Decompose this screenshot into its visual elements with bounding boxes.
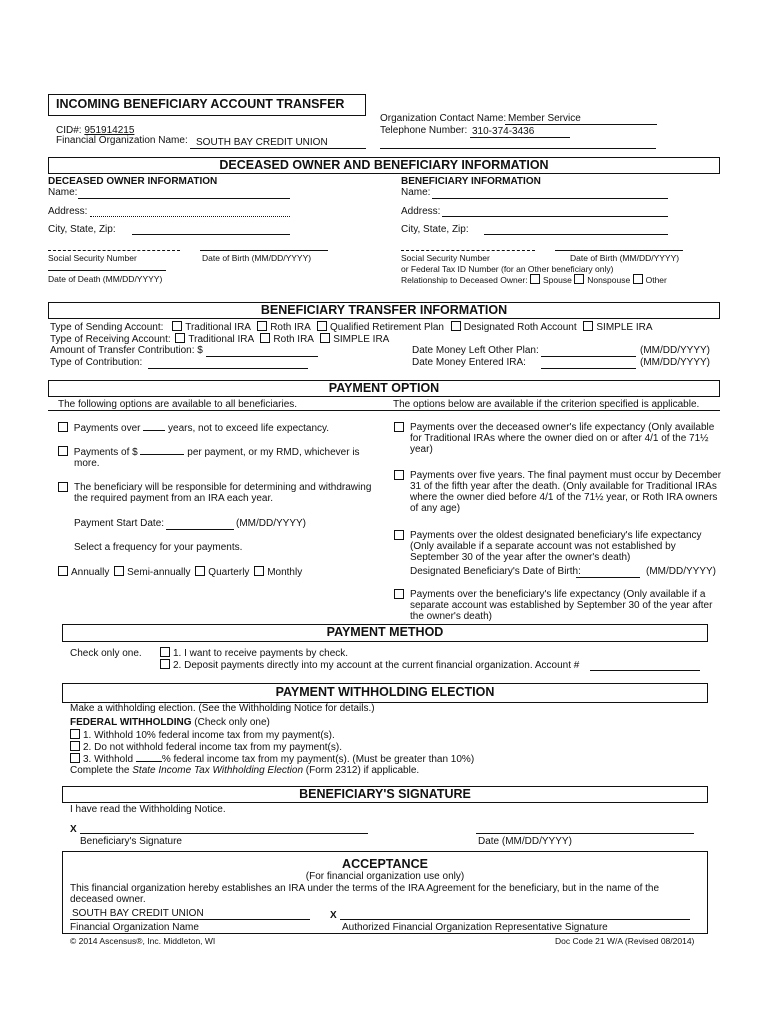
payment-option-title: PAYMENT OPTION	[328, 381, 440, 395]
deceased-section-title: DECEASED OWNER AND BENEFICIARY INFORMATION	[219, 158, 549, 172]
state-row	[70, 765, 419, 776]
receiving-label: Type of Receiving Account:	[50, 334, 171, 345]
ben-address-label: Address:	[401, 206, 441, 217]
fin-org-underline	[190, 148, 366, 149]
w2-label: 2. Do not withhold federal income tax from my payment(s).	[83, 742, 342, 753]
receiving-roth-checkbox[interactable]	[260, 333, 270, 343]
signature-x: X	[70, 824, 77, 835]
payment-method-title: PAYMENT METHOD	[326, 625, 444, 639]
r2-text: Payments over five years. The final payment must occur by December 31 of the fifth year after the death. (Only available for Traditional IRAs where the owner died before 4/1 of the 71½ year, or Roth IRA owners of any age)	[410, 470, 722, 514]
w1-label: 1. Withhold 10% federal income tax from my payment(s).	[83, 730, 335, 741]
opt-amount-a: Payments of $	[73, 447, 138, 458]
method-deposit-checkbox[interactable]	[160, 659, 170, 669]
sending-simple-checkbox[interactable]	[583, 321, 593, 331]
owner-ssn-field[interactable]	[48, 250, 180, 251]
ben-ssn-label: Social Security Number	[401, 253, 490, 263]
doc-code: Doc Code 21 W/A (Revised 08/2014)	[555, 936, 695, 946]
method-opt2-label: 2. Deposit payments directly into my account at the current financial organization. Account #	[173, 660, 580, 671]
r3-dob-label: Designated Beneficiary's Date of Birth:	[410, 566, 581, 577]
w3-label-a: 3. Withhold	[83, 754, 134, 765]
freq-annually-label: Annually	[71, 567, 110, 578]
r2-checkbox[interactable]	[394, 470, 404, 480]
payment-intro-divider	[48, 410, 720, 411]
copyright: © 2014 Ascensus®, Inc. Middleton, WI	[70, 936, 216, 946]
contact-underline	[505, 124, 657, 125]
opt-amount-row	[58, 446, 360, 458]
w3-row	[70, 753, 474, 765]
rep-signature-label: Authorized Financial Organization Representative Signature	[342, 922, 608, 933]
r3-checkbox-wrap	[394, 530, 407, 542]
start-date-field[interactable]	[166, 529, 234, 530]
account-number-field[interactable]	[590, 670, 700, 671]
owner-dod-label: Date of Death (MM/DD/YYYY)	[48, 274, 163, 284]
owner-dob-label: Date of Birth (MM/DD/YYYY)	[202, 253, 312, 263]
transfer-section-title: BENEFICIARY TRANSFER INFORMATION	[260, 303, 508, 317]
sending-traditional-label: Traditional IRA	[185, 322, 251, 333]
opt-years-field[interactable]	[143, 430, 165, 431]
owner-address-field[interactable]	[90, 216, 290, 217]
payment-right-intro: The options below are available if the criterion specified is applicable.	[393, 399, 700, 410]
date-entered-fmt: (MM/DD/YYYY)	[640, 357, 710, 368]
w2-checkbox[interactable]	[70, 741, 80, 751]
r4-checkbox-wrap	[394, 589, 407, 601]
signature-date-label: Date (MM/DD/YYYY)	[478, 836, 572, 847]
relationship-label: Relationship to Deceased Owner:	[401, 275, 528, 285]
form-title: INCOMING BENEFICIARY ACCOUNT TRANSFER	[56, 97, 345, 111]
w3-percent-field[interactable]	[136, 761, 162, 762]
ben-name-label: Name:	[401, 187, 431, 198]
freq-semiannually-checkbox[interactable]	[114, 566, 124, 576]
federal-row	[70, 717, 270, 728]
ben-taxid-label: or Federal Tax ID Number (for an Other beneficiary only)	[401, 264, 614, 274]
sending-label: Type of Sending Account:	[50, 322, 164, 333]
owner-dob-field[interactable]	[200, 250, 328, 251]
ben-ssn-field[interactable]	[401, 250, 535, 251]
r3-checkbox[interactable]	[394, 530, 404, 540]
relationship-row	[401, 274, 667, 285]
receiving-traditional-label: Traditional IRA	[188, 334, 254, 345]
r3-text: Payments over the oldest designated beneficiary's life expectancy (Only available if a separate account was not established by September 30 of the year after the owner's death)	[410, 530, 702, 563]
sending-qrp-label: Qualified Retirement Plan	[330, 322, 444, 333]
freq-quarterly-checkbox[interactable]	[195, 566, 205, 576]
receiving-row	[50, 333, 389, 345]
w3-checkbox[interactable]	[70, 753, 80, 763]
beneficiary-signature-field[interactable]	[80, 833, 368, 834]
withholding-intro: Make a withholding election. (See the Withholding Notice for details.)	[70, 703, 375, 714]
ben-city-label: City, State, Zip:	[401, 224, 469, 235]
amount-field[interactable]	[206, 356, 318, 357]
contribution-field[interactable]	[148, 368, 308, 369]
freq-annually-checkbox[interactable]	[58, 566, 68, 576]
r2-checkbox-wrap	[394, 470, 407, 482]
opt-amount-b: per payment, or my RMD, whichever is	[187, 447, 360, 458]
receiving-roth-label: Roth IRA	[273, 334, 314, 345]
frequency-label: Select a frequency for your payments.	[74, 542, 243, 553]
w3-label-b: % federal income tax from my payment(s). (Must be greater than 10%)	[161, 754, 475, 765]
date-left-label: Date Money Left Other Plan:	[412, 345, 539, 356]
ben-dob-field[interactable]	[555, 250, 683, 251]
beneficiary-signature-label: Beneficiary's Signature	[80, 836, 182, 847]
spouse-checkbox[interactable]	[530, 274, 540, 284]
owner-name-label: Name:	[48, 187, 78, 198]
ben-name-field[interactable]	[432, 198, 668, 199]
state-c: (Form 2312) if applicable.	[305, 765, 420, 776]
acceptance-box-frame	[62, 851, 708, 934]
beneficiary-heading: BENEFICIARY INFORMATION	[401, 176, 541, 187]
receiving-simple-checkbox[interactable]	[320, 333, 330, 343]
ben-city-field[interactable]	[484, 234, 668, 235]
nonspouse-checkbox[interactable]	[574, 274, 584, 284]
owner-city-label: City, State, Zip:	[48, 224, 116, 235]
r4-text: Payments over the beneficiary's life expectancy (Only available if a separate account was established by September 30 of the year after the owner's death)	[410, 589, 713, 622]
sending-traditional-checkbox[interactable]	[172, 321, 182, 331]
federal-note: (Check only one)	[194, 717, 270, 728]
signature-date-field[interactable]	[476, 833, 694, 834]
contact-value[interactable]: Member Service	[508, 113, 581, 124]
state-b: State Income Tax Withholding Election	[132, 765, 304, 776]
opt-amount-c: more.	[74, 458, 100, 469]
method-opt1-row	[160, 647, 348, 659]
start-date-fmt: (MM/DD/YYYY)	[236, 518, 306, 529]
owner-address-label: Address:	[48, 206, 88, 217]
start-date-label: Payment Start Date:	[74, 518, 165, 529]
r1-checkbox-wrap	[394, 422, 407, 434]
method-check-checkbox[interactable]	[160, 647, 170, 657]
other-label: Other	[645, 275, 667, 285]
signature-title: BENEFICIARY'S SIGNATURE	[299, 787, 471, 801]
opt-years-checkbox[interactable]	[58, 422, 68, 432]
owner-name-field[interactable]	[78, 198, 290, 199]
date-entered-field[interactable]	[541, 368, 636, 369]
acceptance-org-value[interactable]: SOUTH BAY CREDIT UNION	[72, 908, 204, 919]
r1-text: Payments over the deceased owner's life expectancy (Only available for Traditional IRAs where the owner died on or after 4/1 of the 71½ year)	[410, 422, 715, 455]
payment-left-intro: The following options are available to all beneficiaries.	[58, 399, 298, 410]
opt-amount-checkbox[interactable]	[58, 446, 68, 456]
date-entered-label: Date Money Entered IRA:	[412, 357, 526, 368]
sending-qrp-checkbox[interactable]	[317, 321, 327, 331]
amount-label: Amount of Transfer Contribution: $	[50, 345, 203, 356]
r3-dob-field[interactable]	[576, 577, 640, 578]
sending-row	[50, 321, 653, 333]
acceptance-text: This financial organization hereby establishes an IRA under the terms of the IRA Agreement for the beneficiary, but in the name of the deceased owner.	[70, 883, 660, 905]
freq-quarterly-label: Quarterly	[208, 567, 250, 578]
phone-label: Telephone Number:	[380, 125, 468, 136]
opt-amount-field[interactable]	[140, 454, 184, 455]
check-only-label: Check only one.	[70, 648, 142, 659]
fin-org-value[interactable]: SOUTH BAY CREDIT UNION	[196, 137, 328, 148]
w1-row	[70, 729, 335, 741]
method-opt1-label: 1. I want to receive payments by check.	[173, 648, 349, 659]
cid-label-text: CID#:	[56, 125, 82, 136]
w2-row	[70, 741, 342, 753]
opt-self-text: The beneficiary will be responsible for determining and withdrawing the required payment from an IRA each year.	[74, 482, 372, 504]
nonspouse-label: Nonspouse	[587, 275, 631, 285]
fin-org-label: Financial Organization Name:	[56, 135, 188, 146]
acceptance-x: X	[330, 910, 337, 921]
phone-underline	[470, 137, 570, 138]
other-checkbox[interactable]	[633, 274, 643, 284]
receiving-traditional-checkbox[interactable]	[175, 333, 185, 343]
frequency-row	[58, 566, 302, 578]
r4-checkbox[interactable]	[394, 589, 404, 599]
state-a: Complete the	[70, 765, 130, 776]
freq-semiannually-label: Semi-annually	[127, 567, 191, 578]
method-opt2-row	[160, 659, 579, 671]
r1-checkbox[interactable]	[394, 422, 404, 432]
opt-self-checkbox-wrap	[58, 482, 71, 494]
date-left-field[interactable]	[541, 356, 636, 357]
freq-monthly-label: Monthly	[267, 567, 303, 578]
contact-extra-line	[380, 148, 656, 149]
sending-droth-checkbox[interactable]	[451, 321, 461, 331]
read-notice: I have read the Withholding Notice.	[70, 804, 226, 815]
w1-checkbox[interactable]	[70, 729, 80, 739]
sending-droth-label: Designated Roth Account	[463, 322, 577, 333]
receiving-simple-label: SIMPLE IRA	[333, 334, 390, 345]
r3-dob-fmt: (MM/DD/YYYY)	[646, 566, 716, 577]
acceptance-org-label: Financial Organization Name	[70, 922, 199, 933]
owner-heading: DECEASED OWNER INFORMATION	[48, 176, 218, 187]
contribution-label: Type of Contribution:	[50, 357, 143, 368]
contact-label: Organization Contact Name:	[380, 113, 507, 124]
opt-years-b: years, not to exceed life expectancy.	[168, 423, 330, 434]
sending-roth-checkbox[interactable]	[257, 321, 267, 331]
date-left-fmt: (MM/DD/YYYY)	[640, 345, 710, 356]
acceptance-title: ACCEPTANCE	[342, 857, 428, 871]
opt-years-a: Payments over	[73, 423, 141, 434]
opt-self-checkbox[interactable]	[58, 482, 68, 492]
cid-value: 951914215	[84, 125, 135, 136]
owner-city-field[interactable]	[132, 234, 290, 235]
owner-dod-field[interactable]	[48, 270, 166, 271]
sending-roth-label: Roth IRA	[270, 322, 311, 333]
spouse-label: Spouse	[543, 275, 572, 285]
owner-ssn-label: Social Security Number	[48, 253, 137, 263]
acceptance-sub: (For financial organization use only)	[305, 871, 465, 882]
freq-monthly-checkbox[interactable]	[254, 566, 264, 576]
ben-address-field[interactable]	[442, 216, 668, 217]
federal-heading: FEDERAL WITHHOLDING	[70, 717, 192, 728]
phone-value[interactable]: 310-374-3436	[472, 126, 535, 137]
withholding-title: PAYMENT WITHHOLDING ELECTION	[275, 685, 495, 699]
opt-years-row	[58, 422, 329, 434]
sending-simple-label: SIMPLE IRA	[596, 322, 653, 333]
ben-dob-label: Date of Birth (MM/DD/YYYY)	[570, 253, 680, 263]
